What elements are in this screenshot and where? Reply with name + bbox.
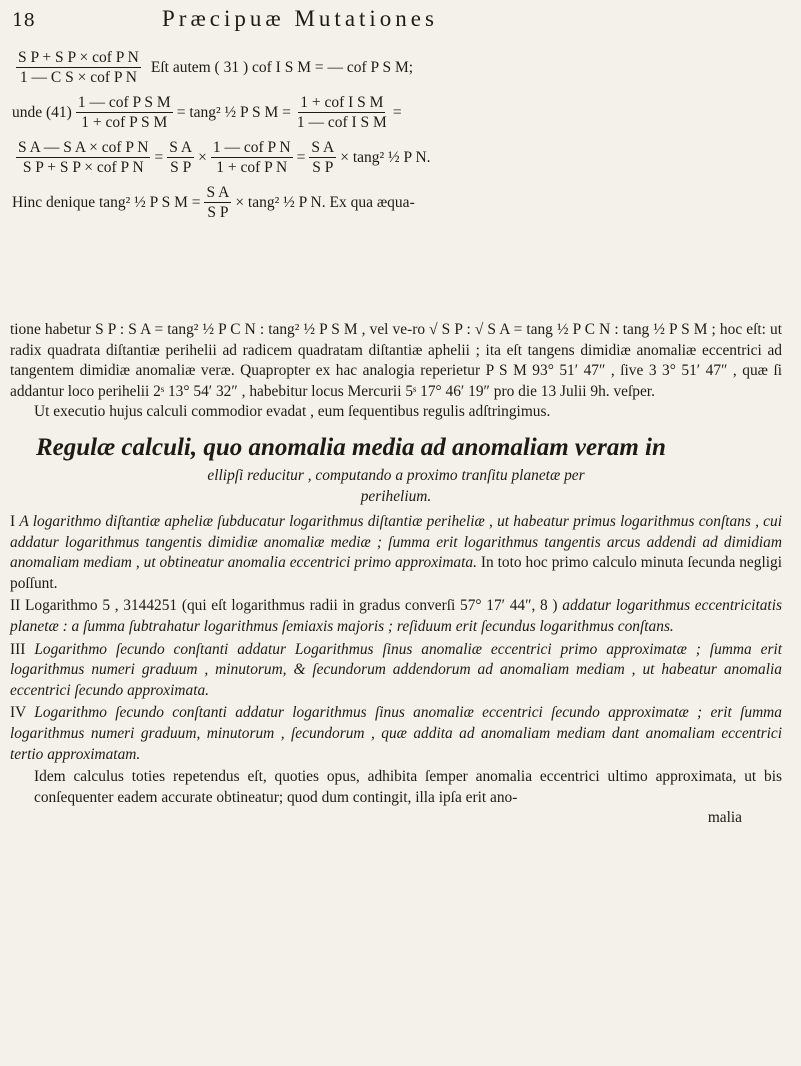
fraction: $\frac{\text{1 — cof P S M}}{\text{1 + cof P S M}}$ xyxy=(77,94,171,131)
fraction: $\frac{\text{S A}}{\text{S P}}$ xyxy=(311,139,335,176)
rule-text: Logarithmo ſecundo conſtanti addatur logarithmus ſinus anomaliæ eccentrici ſecundo approximatæ ; erit ſumma logarithmus numeri graduum, minutorum , ſecundorum , quæ addita ad anomaliam mediam dant anomaliam eccentrici tertio approximatam. xyxy=(10,704,782,763)
rule-text: A logarithmo diſtantiæ apheliæ ſubducatur logarithmus diſtantiæ periheliæ , ut habeatur primus logarithmus conſtans , cui addatur logarithmus tangentis dimidiæ anomaliæ mediæ ; ſumma erit logarithmus tangentis arcus addendi ad dimidiam anomaliam mediam , ut obtineatur anomalia eccentrici primo approximata. xyxy=(10,512,782,572)
hinc-equation: Hinc denique tang² ½ P S M = $\frac{\text{S A}}{\text{S P}}$ × tang² ½ P N. Ex qua æqua- xyxy=(12,184,415,221)
rule-number: IV xyxy=(10,704,26,722)
rule-number: III xyxy=(10,640,26,658)
section-heading: Regulæ calculi, quo anomalia media ad anomaliam veram in xyxy=(36,433,666,461)
rule-number: I xyxy=(10,512,16,530)
rule-note: In toto hoc primo calculo minuta ſecunda negligi poſſunt. xyxy=(10,554,782,592)
rule-text: Logarithmo 5 , 3144251 (qui eſt logarithmus radii in gradus converſi 57° 17′ 44″, 8 ) xyxy=(24,597,558,615)
rule-text: Logarithmo ſecundo conſtanti addatur Logarithmus ſinus anomaliæ eccentrici primo approximatæ ; ſumma erit logarithmus numeri graduum , minutorum, & ſecundorum addendorum ad anomaliam mediam , ut habeatur anomalia eccentrici ſecundo approximata. xyxy=(10,640,782,699)
paragraph: tione habetur S P : S A = tang² ½ P C N : tang² ½ P S M , vel ve-ro √ S P : √ S A = tang ½ P C N : tang ½ P S M ; hoc eſt: ut radix quadrata diſtantiæ perihelii ad radicem quadratam diſtantiæ aphelii ; ita eſt tangens dimidiæ anomaliæ eccentrici ad tangentem dimidiæ anomaliæ veræ. Quapropter ex hac analogia reperietur P S M 93° 51′ 47″ , ſive 3 3° 51′ 47″ , quæ ſi addantur loco perihelii 2ˢ 13° 54′ 32″ , habebitur locus Mercurii 5ˢ 17° 46′ 19″ pro die 13 Julii 9h. veſper. xyxy=(10,321,782,400)
rule-item xyxy=(10,640,782,702)
equation-text: Eſt autem ( 31 ) cof I S M = — cof P S M; xyxy=(150,58,414,76)
fraction: $\frac{\text{S A — S A × cof P N}}{\text{S P + S P × cof P N}}$ xyxy=(18,139,149,176)
rule-number: II xyxy=(10,597,21,615)
equation-block xyxy=(12,48,787,228)
rule-text: addatur logarithmus eccentricitatis planetæ : a ſumma ſubtrahatur logarithmus ſemiaxis majoris ; reſiduum erit ſecundus logarithmus conſtans. xyxy=(10,597,782,635)
catchword: malia xyxy=(707,809,742,827)
paragraph: Idem calculus toties repetendus eſt, quoties opus, adhibita ſemper anomalia eccentrici ultimo approximata, ut bis conſequenter eadem accurate obtineatur; quod dum contingit, illa ipſa erit ano- xyxy=(34,768,782,806)
equation-2: unde (41) $\frac{\text{1 — cof P S M}}{\text{1 + cof P S M}}$ = tang² ½ P S M = $\frac{\text{1 + cof I S M}}{\text{1 — cof I S M}}$ = xyxy=(12,94,402,131)
page-number: 18 xyxy=(12,10,35,31)
fraction: $\frac{\text{S P + S P × cof P N}}{\text{1 — C S × cof P N}}$ xyxy=(18,49,139,86)
fraction: $\frac{\text{S A}}{\text{S P}}$ xyxy=(169,139,193,176)
running-title: Præcipuæ Mutationes xyxy=(162,6,438,31)
rule-item xyxy=(10,596,782,637)
rule-item xyxy=(10,512,782,594)
section-subheading: ellipſi reducitur , computando a proximo tranſitu planetæ per xyxy=(207,466,585,484)
paragraph: Ut executio hujus calculi commodior evadat , eum ſequentibus regulis adſtringimus. xyxy=(34,403,551,421)
body-text xyxy=(10,320,782,829)
fraction: $\frac{\text{1 + cof I S M}}{\text{1 — cof I S M}}$ xyxy=(296,94,387,131)
rule-item xyxy=(10,703,782,765)
equation-1 xyxy=(12,48,787,87)
page-header xyxy=(12,0,772,40)
fraction: $\frac{\text{S A}}{\text{S P}}$ xyxy=(206,184,230,221)
equation-3: $\frac{\text{S A — S A × cof P N}}{\text{S P + S P × cof P N}}$ = $\frac{\text{S A}}{\text{S P}}$ × $\frac{\text{1 — cof P N}}{\text{1 + cof P N}}$ = $\frac{\text{S A}}{\text{S P}}$ × tang² ½ P N. xyxy=(18,139,431,176)
section-subheading: perihelium. xyxy=(360,487,432,505)
fraction: $\frac{\text{1 — cof P N}}{\text{1 + cof P N}}$ xyxy=(212,139,291,176)
